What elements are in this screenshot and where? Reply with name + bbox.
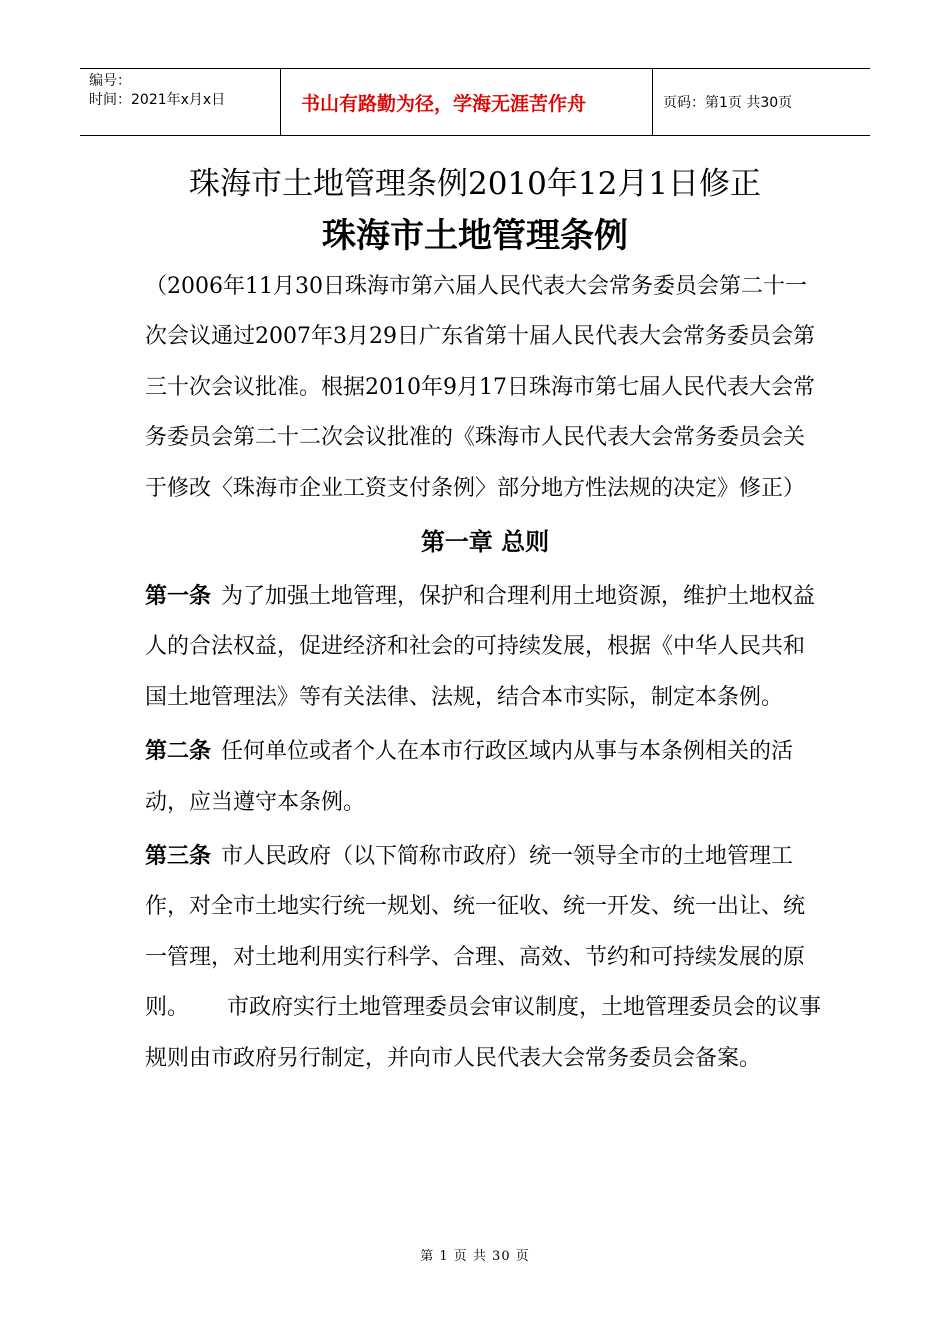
motto: 书山有路勤为径，学海无涯苦作舟 [281,69,653,135]
article-text-continued: 市政府实行土地管理委员会审议制度，土地管理委员会的议事规则由市政府另行制定，并向市人民代表大会常务委员会备案。 [145,995,822,1071]
article-text: 市人民政府（以下简称市政府）统一领导全市的土地管理工作，对全市土地实行统一规划、统一征收、统一开发、统一出让、统一管理，对土地利用实行科学、合理、高效、节约和可持续发展的原则。 [145,844,806,1021]
article-1 [145,572,825,723]
document-subtitle: 珠海市土地管理条例 [322,216,628,256]
document-body [145,262,825,1084]
article-number: 第一条 [145,584,212,610]
article-2 [145,727,825,828]
article-3 [145,832,825,1084]
page-header [80,68,870,136]
page-info: 页码：第1页 共30页 [663,95,793,111]
preamble: （2006年11月30日珠海市第六届人民代表大会常务委员会第二十一次会议通过2007年3月29日广东省第十届人民代表大会常务委员会第三十次会议批准。根据2010年9月17日珠海市第七届人民代表大会常务委员会第二十二次会议批准的《珠海市人民代表大会常务委员会关于修改〈珠海市企业工资支付条例〉部分地方性法规的决定》修正） [145,274,815,501]
page-footer: 第 1 页 共 30 页 [420,1249,530,1264]
date-label: 时间：2021年x月x日 [89,92,226,108]
article-number: 第二条 [145,739,212,765]
article-text: 为了加强土地管理，保护和合理利用土地资源，维护土地权益人的合法权益，促进经济和社会的可持续发展，根据《中华人民共和国土地管理法》等有关法律、法规，结合本市实际，制定本条例。 [145,584,816,710]
document-title: 珠海市土地管理条例2010年12月1日修正 [188,166,762,202]
header-meta [80,69,281,135]
article-number: 第三条 [145,844,212,870]
article-text: 任何单位或者个人在本市行政区域内从事与本条例相关的活动，应当遵守本条例。 [145,739,794,815]
chapter-heading: 第一章 总则 [420,528,550,557]
number-label: 编号： [89,73,131,89]
